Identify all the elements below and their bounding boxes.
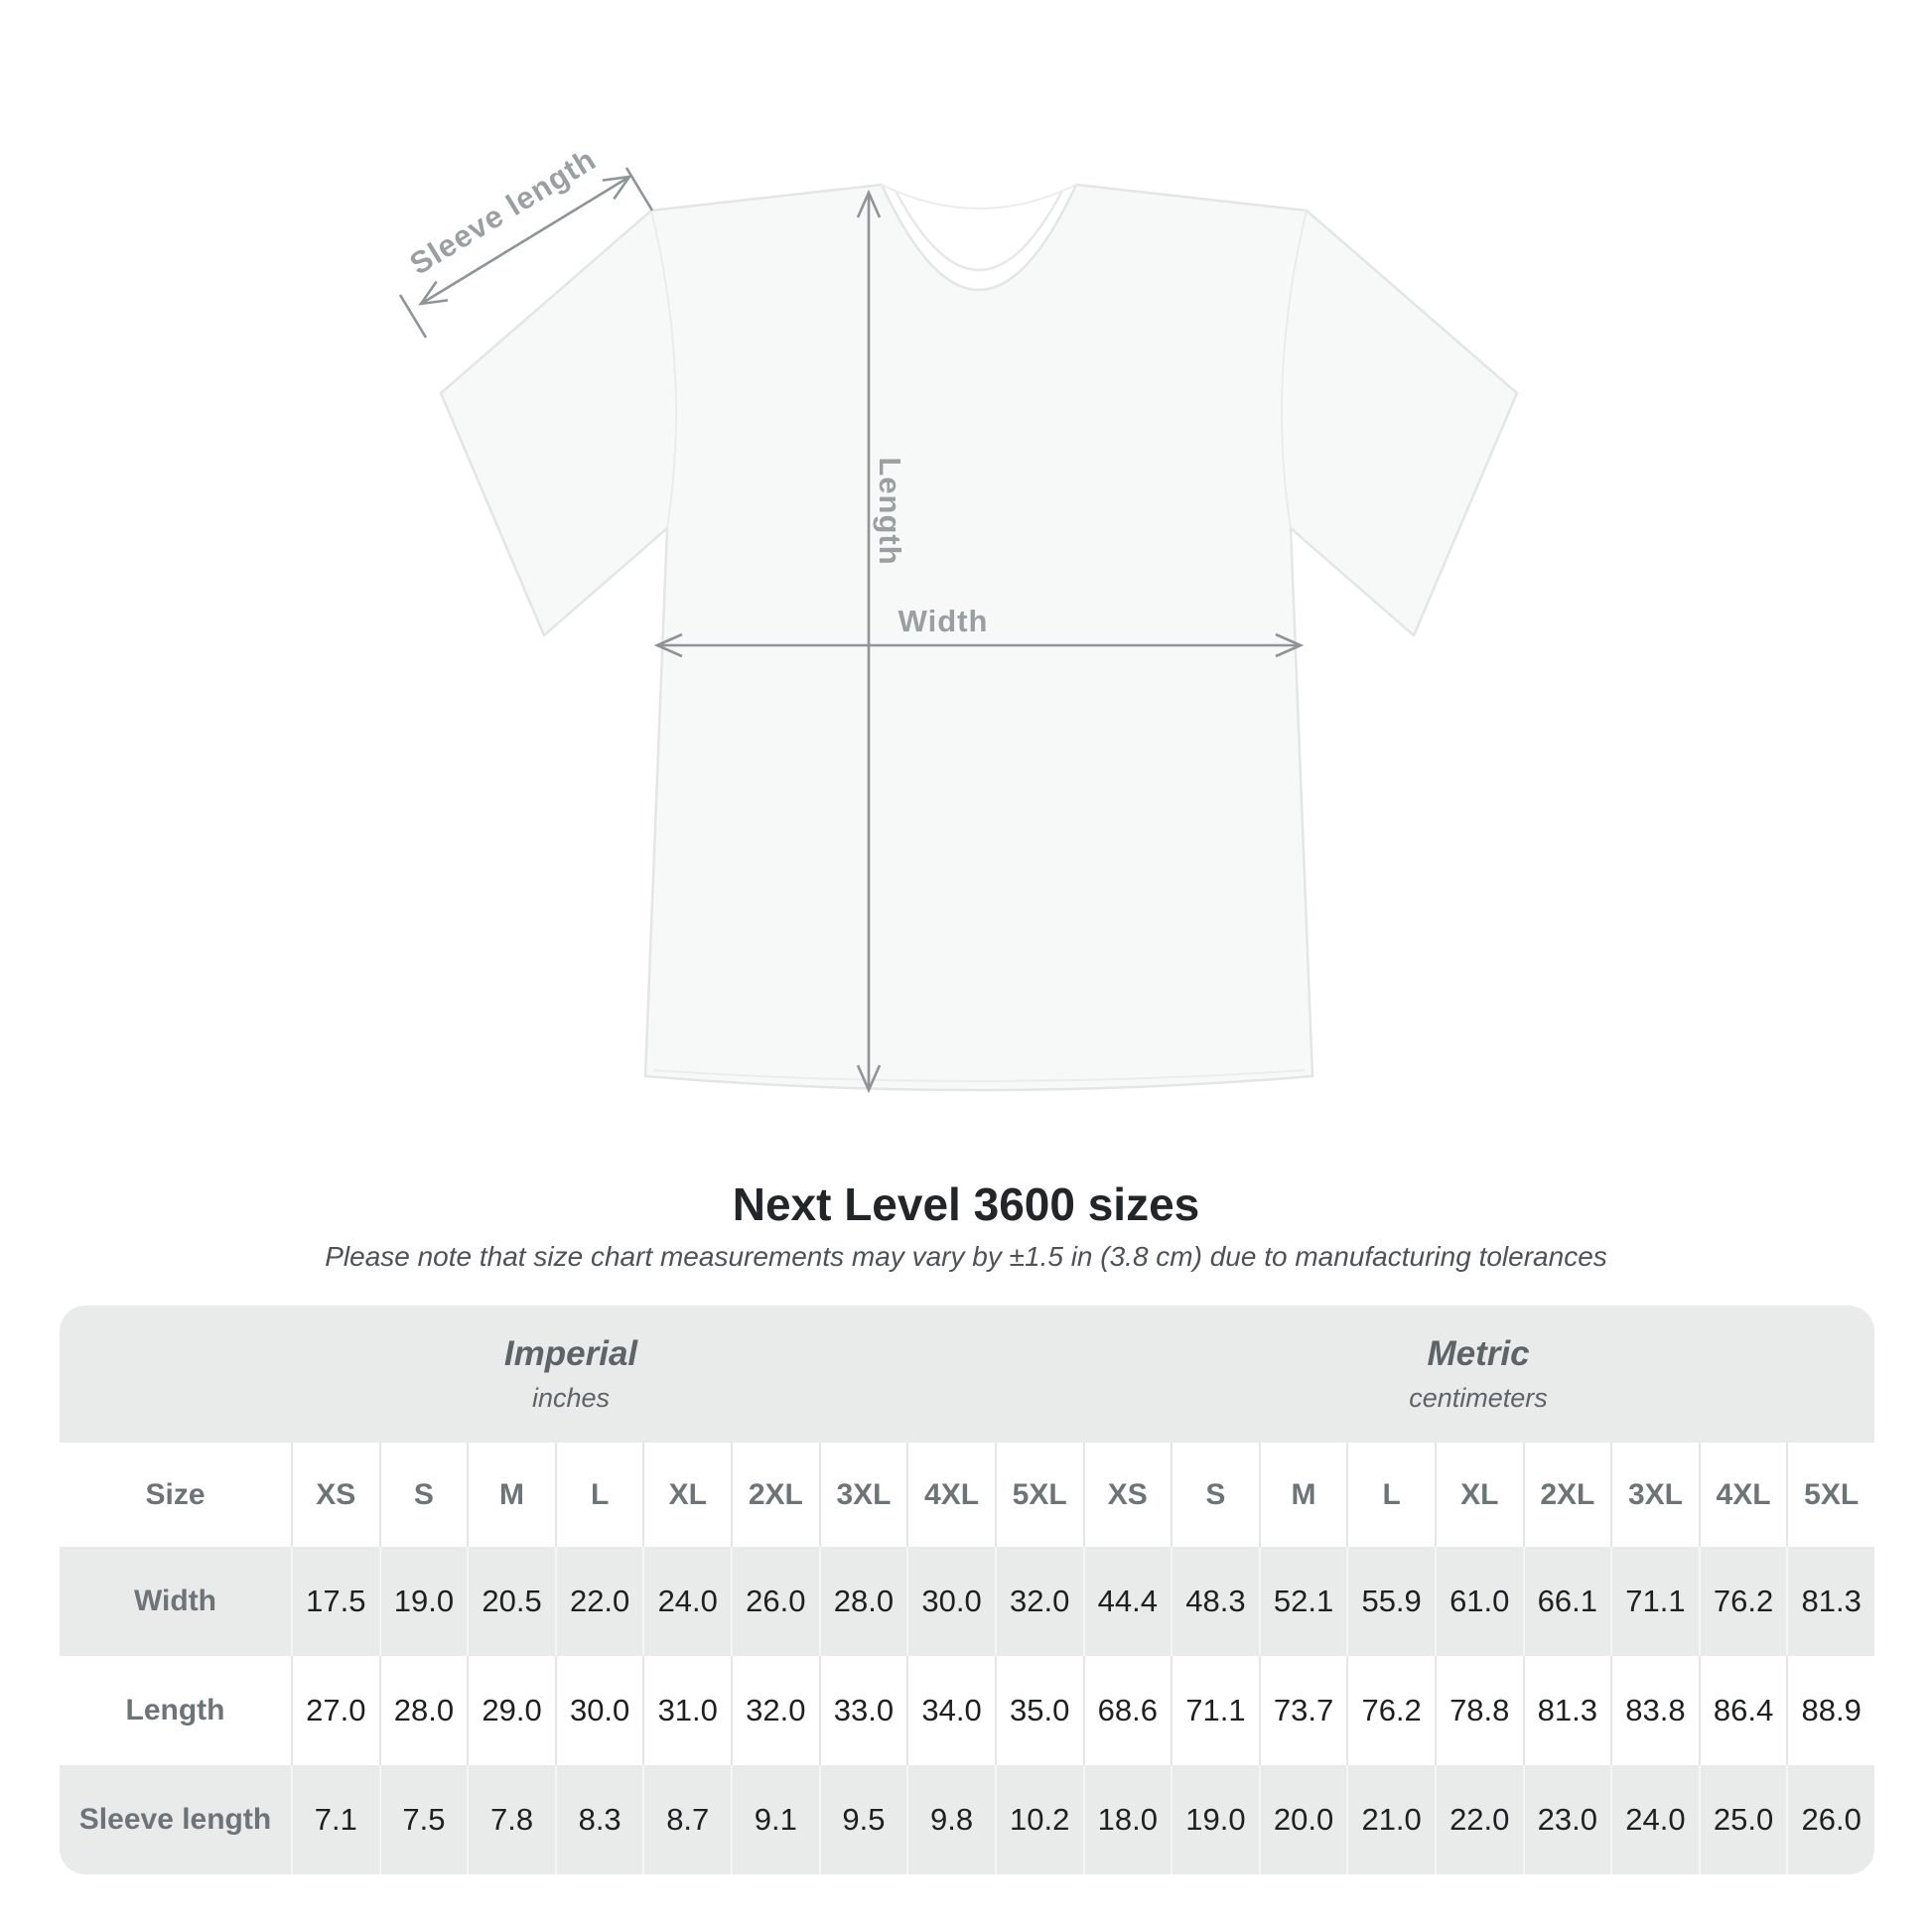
measurement-value: 28.0	[819, 1547, 907, 1656]
tolerance-note: Please note that size chart measurements may vary by ±1.5 in (3.8 cm) due to manufacturing tolerances	[325, 1241, 1607, 1272]
size-column-header: L	[1346, 1443, 1435, 1547]
measurement-value: 23.0	[1523, 1765, 1611, 1874]
measurement-value: 18.0	[1083, 1765, 1172, 1874]
measurement-value: 8.3	[555, 1765, 643, 1874]
measurement-value: 76.2	[1699, 1547, 1787, 1656]
measurement-value: 34.0	[906, 1656, 995, 1765]
page-title: Next Level 3600 sizes	[732, 1178, 1200, 1230]
size-header-row	[60, 1443, 1874, 1547]
size-column-header: S	[379, 1443, 468, 1547]
size-column-header: S	[1171, 1443, 1259, 1547]
measurement-value: 10.2	[995, 1765, 1083, 1874]
size-column-header: XL	[1435, 1443, 1523, 1547]
measurement-row	[60, 1656, 1874, 1765]
measurement-value: 44.4	[1083, 1547, 1172, 1656]
measurement-value: 28.0	[379, 1656, 468, 1765]
measurement-value: 7.5	[379, 1765, 468, 1874]
measurement-value: 25.0	[1699, 1765, 1787, 1874]
measurement-value: 20.0	[1259, 1765, 1347, 1874]
metric-group-header	[1082, 1306, 1874, 1443]
measurement-value: 48.3	[1171, 1547, 1259, 1656]
measurement-value: 35.0	[995, 1656, 1083, 1765]
metric-group-unit: centimeters	[1409, 1383, 1548, 1413]
size-column-header: 5XL	[995, 1443, 1083, 1547]
sleeve-length-label: Sleeve length	[403, 141, 603, 282]
measurement-value: 68.6	[1083, 1656, 1172, 1765]
size-column-header: 4XL	[1699, 1443, 1787, 1547]
measurement-row-label: Width	[133, 1585, 217, 1617]
size-column-header: 5XL	[1786, 1443, 1874, 1547]
metric-group-label: Metric	[1427, 1334, 1530, 1373]
measurement-value: 86.4	[1699, 1656, 1787, 1765]
measurement-value: 26.0	[1786, 1765, 1874, 1874]
measurement-value: 7.8	[467, 1765, 555, 1874]
imperial-group-header	[60, 1306, 1082, 1443]
size-column-header: 3XL	[1610, 1443, 1699, 1547]
size-column-header: 3XL	[819, 1443, 907, 1547]
measurement-value: 71.1	[1610, 1547, 1699, 1656]
measurement-value: 9.1	[731, 1765, 819, 1874]
measurement-value: 17.5	[291, 1547, 379, 1656]
measurement-row	[60, 1765, 1874, 1874]
measurement-value: 22.0	[1435, 1765, 1523, 1874]
measurement-value: 33.0	[819, 1656, 907, 1765]
measurement-value: 76.2	[1346, 1656, 1435, 1765]
measurement-value: 83.8	[1610, 1656, 1699, 1765]
measurement-value: 20.5	[467, 1547, 555, 1656]
measurement-value: 7.1	[291, 1765, 379, 1874]
measurement-value: 81.3	[1523, 1656, 1611, 1765]
measurement-value: 88.9	[1786, 1656, 1874, 1765]
measurement-row-label: Sleeve length	[78, 1803, 272, 1836]
measurement-value: 19.0	[379, 1547, 468, 1656]
size-corner-label: Size	[145, 1477, 206, 1511]
measurement-value: 26.0	[731, 1547, 819, 1656]
size-column-header: XS	[291, 1443, 379, 1547]
size-column-header: 2XL	[731, 1443, 819, 1547]
measurement-value: 61.0	[1435, 1547, 1523, 1656]
imperial-group-label: Imperial	[503, 1334, 638, 1373]
measurement-value: 22.0	[555, 1547, 643, 1656]
measurement-value: 29.0	[467, 1656, 555, 1765]
width-label: Width	[897, 604, 989, 638]
measurement-value: 30.0	[906, 1547, 995, 1656]
length-label: Length	[873, 457, 907, 566]
size-column-header: 2XL	[1523, 1443, 1611, 1547]
measurement-value: 52.1	[1259, 1547, 1347, 1656]
measurement-row-label: Length	[125, 1694, 225, 1726]
size-column-header: XS	[1083, 1443, 1172, 1547]
size-column-header: M	[467, 1443, 555, 1547]
measurement-value: 9.5	[819, 1765, 907, 1874]
measurement-value: 55.9	[1346, 1547, 1435, 1656]
size-column-header: XL	[642, 1443, 731, 1547]
measurement-value: 31.0	[642, 1656, 731, 1765]
measurement-value: 66.1	[1523, 1547, 1611, 1656]
size-column-header: L	[555, 1443, 643, 1547]
measurement-value: 78.8	[1435, 1656, 1523, 1765]
measurement-value: 81.3	[1786, 1547, 1874, 1656]
imperial-group-unit: inches	[532, 1383, 611, 1413]
measurement-value: 27.0	[291, 1656, 379, 1765]
unit-group-header	[60, 1306, 1874, 1443]
measurement-value: 8.7	[642, 1765, 731, 1874]
size-table	[60, 1306, 1874, 1874]
measurement-value: 21.0	[1346, 1765, 1435, 1874]
measurement-value: 73.7	[1259, 1656, 1347, 1765]
measurement-value: 19.0	[1171, 1765, 1259, 1874]
measurement-value: 24.0	[642, 1547, 731, 1656]
size-column-header: 4XL	[906, 1443, 995, 1547]
measurement-value: 30.0	[555, 1656, 643, 1765]
size-table-grid	[60, 1443, 1874, 1874]
measurement-row	[60, 1547, 1874, 1656]
measurement-value: 71.1	[1171, 1656, 1259, 1765]
measurement-value: 32.0	[995, 1547, 1083, 1656]
size-column-header: M	[1259, 1443, 1347, 1547]
measurement-value: 24.0	[1610, 1765, 1699, 1874]
measurement-value: 32.0	[731, 1656, 819, 1765]
measurement-value: 9.8	[906, 1765, 995, 1874]
